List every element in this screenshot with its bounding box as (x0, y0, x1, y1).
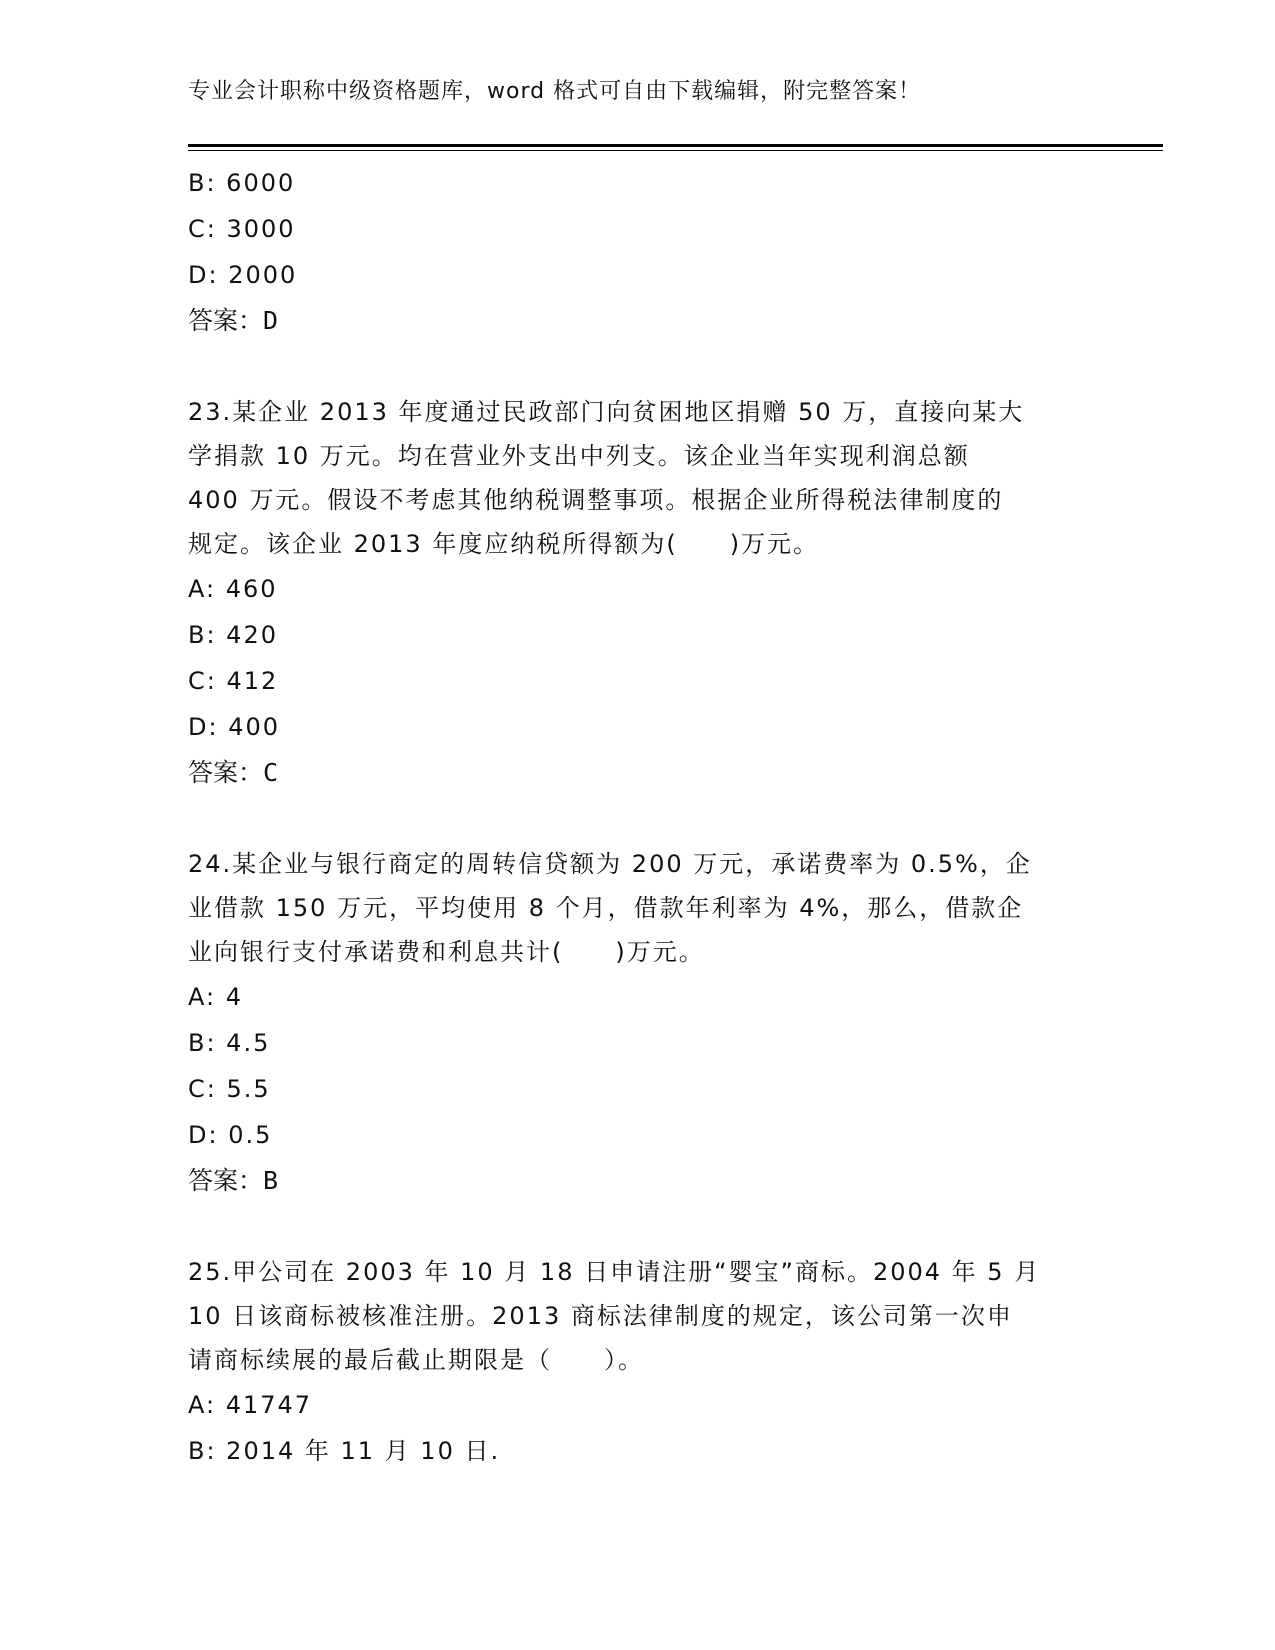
answer-label: 答案： (188, 306, 264, 335)
answer-value: C (263, 758, 279, 787)
question-text-line: 24.某企业与银行商定的周转信贷额为 200 万元，承诺费率为 0.5%，企 (188, 850, 1032, 878)
answer-label: 答案： (188, 758, 264, 787)
option-d: D: 2000 (188, 261, 298, 289)
option-d: D: 0.5 (188, 1121, 273, 1149)
option-d: D: 400 (188, 713, 281, 741)
answer (188, 1158, 1088, 1204)
header-divider (188, 144, 1163, 147)
answer (188, 298, 1088, 344)
answer-label: 答案： (188, 1166, 264, 1195)
question-text-line: 400 万元。假设不考虑其他纳税调整事项。根据企业所得税法律制度的 (188, 486, 1004, 514)
option-c: C: 5.5 (188, 1075, 271, 1103)
option-b: B: 420 (188, 621, 278, 649)
question-text-line: 业借款 150 万元，平均使用 8 个月，借款年利率为 4%，那么，借款企 (188, 894, 1024, 922)
document-content (188, 160, 1088, 1474)
question-23 (188, 390, 1088, 796)
answer-value: B (263, 1166, 279, 1195)
option-b: B: 2014 年 11 月 10 日. (188, 1437, 501, 1465)
question-text-line: 业向银行支付承诺费和利息共计( )万元。 (188, 938, 705, 966)
option-a: A: 41747 (188, 1391, 313, 1419)
question-text-line: 请商标续展的最后截止期限是（ ）。 (188, 1346, 644, 1374)
question-text-line: 10 日该商标被核准注册。2013 商标法律制度的规定，该公司第一次申 (188, 1302, 1013, 1330)
option-c: C: 3000 (188, 215, 296, 243)
option-b: B: 4.5 (188, 1029, 271, 1057)
answer-value: D (263, 306, 279, 335)
question-text-line: 学捐款 10 万元。均在营业外支出中列支。该企业当年实现利润总额 (188, 442, 970, 470)
option-b: B: 6000 (188, 169, 296, 197)
page-header: 专业会计职称中级资格题库，word 格式可自由下载编辑，附完整答案！ (188, 79, 922, 104)
prev-question (188, 160, 1088, 344)
option-c: C: 412 (188, 667, 279, 695)
question-text-line: 25.甲公司在 2003 年 10 月 18 日申请注册“婴宝”商标。2004 年 5 月 (188, 1258, 1041, 1286)
question-text-line: 23.某企业 2013 年度通过民政部门向贫困地区捐赠 50 万，直接向某大 (188, 398, 1025, 426)
option-a: A: 4 (188, 983, 243, 1011)
header-divider-thin (188, 150, 1163, 151)
answer (188, 750, 1088, 796)
question-25 (188, 1250, 1088, 1474)
option-a: A: 460 (188, 575, 278, 603)
question-24 (188, 842, 1088, 1204)
question-text-line: 规定。该企业 2013 年度应纳税所得额为( )万元。 (188, 530, 820, 558)
